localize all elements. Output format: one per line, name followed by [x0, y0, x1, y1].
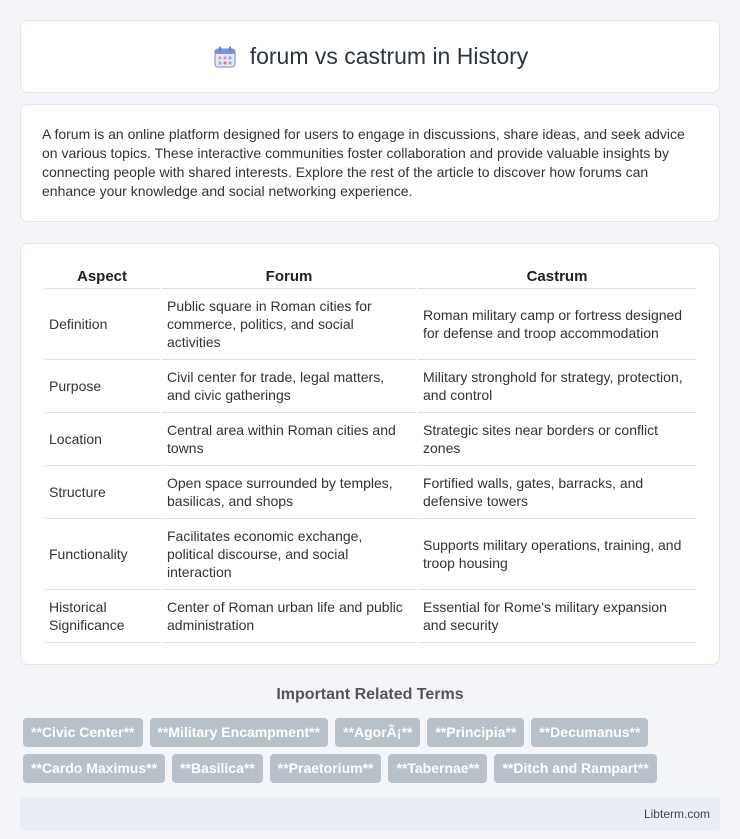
row-aspect: Historical Significance [44, 590, 160, 643]
header-aspect: Aspect [44, 264, 160, 289]
related-term-tag[interactable]: **Principia** [427, 718, 524, 747]
intro-card [20, 104, 720, 222]
row-aspect: Functionality [44, 519, 160, 590]
intro-text: A forum is an online platform designed for users to engage in discussions, share ideas, and seek advice on various topics. These interactive communities foster collaboration and provide valuable insights by connecting people with shared interests. Explore the rest of the article to discover how forums can enhance your knowledge and social networking experience. [42, 126, 685, 199]
row-forum: Facilitates economic exchange, political discourse, and social interaction [162, 519, 416, 590]
header-castrum: Castrum [418, 264, 696, 289]
row-castrum: Fortified walls, gates, barracks, and defensive towers [418, 466, 696, 519]
comparison-table-card [20, 243, 720, 665]
row-aspect: Structure [44, 466, 160, 519]
row-forum: Public square in Roman cities for commerce, politics, and social activities [162, 289, 416, 360]
related-term-tag[interactable]: **Military Encampment** [150, 718, 329, 747]
footer [20, 797, 720, 831]
related-term-tag[interactable]: **Decumanus** [531, 718, 648, 747]
table-row [44, 360, 696, 413]
table-row [44, 466, 696, 519]
row-aspect: Location [44, 413, 160, 466]
calendar-icon [212, 44, 238, 70]
row-forum: Civil center for trade, legal matters, and civic gatherings [162, 360, 416, 413]
page-title: forum vs castrum in History [249, 43, 529, 69]
comparison-table [42, 264, 698, 643]
related-term-tag[interactable]: **Praetorium** [270, 754, 382, 783]
table-row [44, 519, 696, 590]
footer-link[interactable]: Libterm.com [643, 807, 710, 821]
related-term-tag[interactable]: **Civic Center** [23, 718, 143, 747]
related-term-tag[interactable]: **Cardo Maximus** [23, 754, 165, 783]
related-term-tag[interactable]: **Tabernae** [388, 754, 487, 783]
related-term-tag[interactable]: **AgorÃ¡** [335, 718, 420, 747]
header-card [20, 20, 720, 93]
row-castrum: Strategic sites near borders or conflict zones [418, 413, 696, 466]
row-aspect: Definition [44, 289, 160, 360]
row-castrum: Military stronghold for strategy, protection, and control [418, 360, 696, 413]
row-forum: Center of Roman urban life and public administration [162, 590, 416, 643]
header-forum: Forum [162, 264, 416, 289]
row-castrum: Supports military operations, training, and troop housing [418, 519, 696, 590]
related-terms-list [20, 718, 720, 783]
row-forum: Open space surrounded by temples, basilicas, and shops [162, 466, 416, 519]
table-header-row [44, 264, 696, 289]
table-row [44, 413, 696, 466]
related-term-tag[interactable]: **Basilica** [172, 754, 263, 783]
table-row [44, 289, 696, 360]
related-terms-section [20, 686, 720, 783]
row-forum: Central area within Roman cities and towns [162, 413, 416, 466]
related-term-tag[interactable]: **Ditch and Rampart** [494, 754, 656, 783]
row-castrum: Roman military camp or fortress designed for defense and troop accommodation [418, 289, 696, 360]
related-terms-title: Important Related Terms [276, 686, 464, 703]
row-castrum: Essential for Rome's military expansion and security [418, 590, 696, 643]
table-row [44, 590, 696, 643]
row-aspect: Purpose [44, 360, 160, 413]
